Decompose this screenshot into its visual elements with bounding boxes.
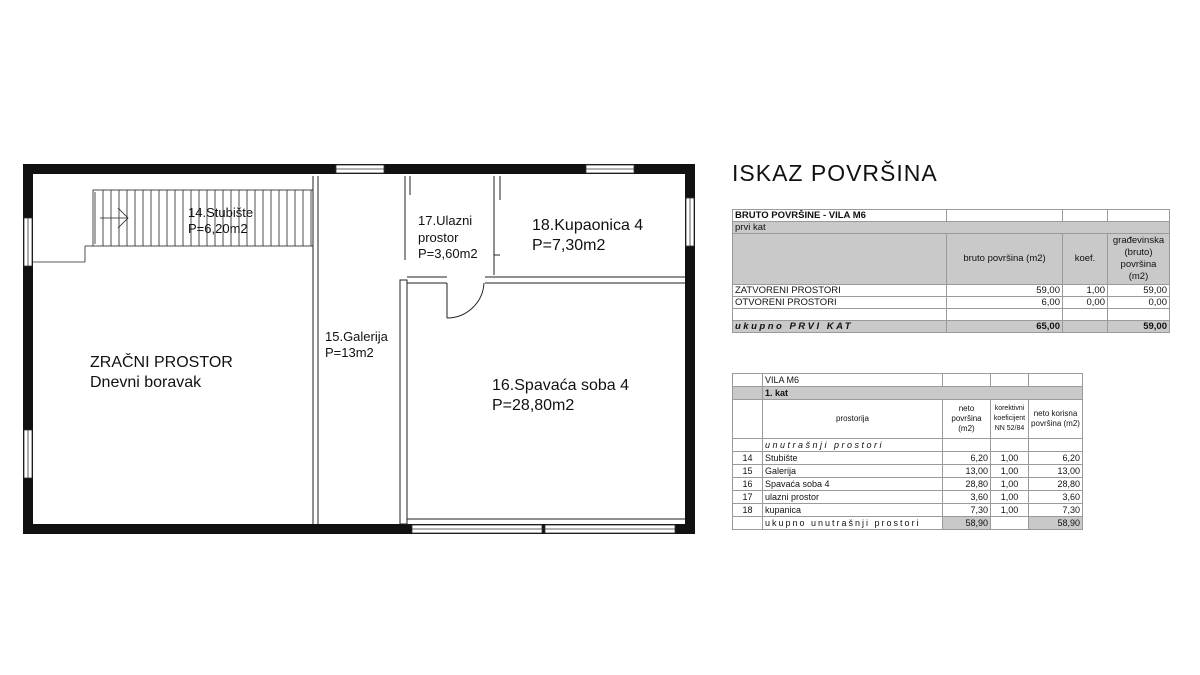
room-ulaz-name-line2: prostor	[418, 230, 459, 245]
row-label: ZATVORENI PROSTORI	[733, 285, 947, 297]
total-gross: 65,00	[947, 321, 1063, 333]
void-title: ZRAČNI PROSTOR	[90, 354, 233, 371]
table-header-row	[733, 400, 1083, 439]
net-table-group: unutrašnji prostori	[763, 439, 943, 452]
row-name: Spavaća soba 4	[763, 478, 943, 491]
empty-cell	[1063, 309, 1108, 321]
empty-cell	[991, 439, 1029, 452]
table-row	[733, 465, 1083, 478]
room-kupaonica-area: P=7,30m2	[532, 237, 606, 254]
table-row	[733, 374, 1083, 387]
empty-cell	[1029, 439, 1083, 452]
void-subtitle: Dnevni boravak	[90, 374, 202, 391]
row-no: 15	[733, 465, 763, 478]
room-labels	[90, 205, 643, 414]
row-net: 13,00	[943, 465, 991, 478]
row-coef: 1,00	[1063, 285, 1108, 297]
room-stubiste-area: P=6,20m2	[188, 221, 248, 236]
row-coef: 1,00	[991, 478, 1029, 491]
gross-table-floor: prvi kat	[733, 222, 1170, 234]
row-coef: 1,00	[991, 491, 1029, 504]
row-coef: 1,00	[991, 452, 1029, 465]
table-row	[733, 387, 1083, 400]
row-coef: 0,00	[1063, 297, 1108, 309]
row-gross: 59,00	[947, 285, 1063, 297]
empty-cell	[1063, 321, 1108, 333]
empty-cell	[733, 387, 763, 400]
table-row	[733, 491, 1083, 504]
net-table-floor: 1. kat	[763, 387, 1083, 400]
room-galerija-area: P=13m2	[325, 345, 374, 360]
empty-cell	[1029, 374, 1083, 387]
room-spavaca-area: P=28,80m2	[492, 397, 575, 414]
row-no: 17	[733, 491, 763, 504]
table-total-row	[733, 321, 1170, 333]
col-room: prostorija	[763, 400, 943, 439]
table-row	[733, 452, 1083, 465]
gross-area-table	[732, 209, 1170, 333]
row-building: 0,00	[1108, 297, 1170, 309]
empty-cell	[947, 309, 1063, 321]
empty-cell	[733, 517, 763, 530]
row-label: OTVORENI PROSTORI	[733, 297, 947, 309]
room-stubiste-name: 14.Stubište	[188, 205, 254, 220]
empty-cell	[943, 439, 991, 452]
empty-cell	[733, 309, 947, 321]
row-useful: 7,30	[1029, 504, 1083, 517]
room-ulaz-name-line1: 17.Ulazni	[418, 213, 473, 228]
empty-cell	[947, 210, 1063, 222]
row-useful: 3,60	[1029, 491, 1083, 504]
table-header-row	[733, 234, 1170, 285]
room-spavaca-name: 16.Spavaća soba 4	[492, 377, 629, 394]
table-row	[733, 222, 1170, 234]
table-row	[733, 285, 1170, 297]
row-no: 14	[733, 452, 763, 465]
table-row	[733, 210, 1170, 222]
row-coef: 1,00	[991, 465, 1029, 478]
table-total-row	[733, 517, 1083, 530]
row-name: Galerija	[763, 465, 943, 478]
total-label: ukupno PRVI KAT	[733, 321, 947, 333]
row-useful: 13,00	[1029, 465, 1083, 478]
empty-cell	[733, 400, 763, 439]
empty-cell	[991, 374, 1029, 387]
row-name: kupanica	[763, 504, 943, 517]
total-building: 59,00	[1108, 321, 1170, 333]
table-row	[733, 439, 1083, 452]
empty-cell	[991, 517, 1029, 530]
room-galerija-name: 15.Galerija	[325, 329, 388, 344]
col-coef: korektivni koeficijent NN 52/84	[991, 400, 1029, 439]
empty-cell	[733, 439, 763, 452]
room-ulaz-area: P=3,60m2	[418, 246, 478, 261]
net-total-useful: 58,90	[1029, 517, 1083, 530]
net-table-villa: VILA M6	[763, 374, 943, 387]
room-kupaonica-name: 18.Kupaonica 4	[532, 217, 644, 234]
row-coef: 1,00	[991, 504, 1029, 517]
col-building: građevinska (bruto) površina (m2)	[1108, 234, 1170, 285]
empty-cell	[1108, 210, 1170, 222]
staircase	[33, 190, 313, 262]
row-no: 18	[733, 504, 763, 517]
empty-cell	[733, 234, 947, 285]
empty-cell	[1063, 210, 1108, 222]
empty-cell	[733, 374, 763, 387]
row-no: 16	[733, 478, 763, 491]
col-coef: koef.	[1063, 234, 1108, 285]
net-area-table	[732, 373, 1083, 530]
empty-cell	[1108, 309, 1170, 321]
table-row	[733, 309, 1170, 321]
table-row	[733, 504, 1083, 517]
net-total-label: ukupno unutrašnji prostori	[763, 517, 943, 530]
row-useful: 28,80	[1029, 478, 1083, 491]
row-useful: 6,20	[1029, 452, 1083, 465]
summary-title: ISKAZ POVRŠINA	[732, 160, 938, 186]
net-total-net: 58,90	[943, 517, 991, 530]
row-name: ulazni prostor	[763, 491, 943, 504]
row-net: 6,20	[943, 452, 991, 465]
row-building: 59,00	[1108, 285, 1170, 297]
table-row	[733, 297, 1170, 309]
empty-cell	[943, 374, 991, 387]
gross-table-heading: BRUTO POVRŠINE - VILA M6	[733, 210, 947, 222]
row-net: 28,80	[943, 478, 991, 491]
row-net: 3,60	[943, 491, 991, 504]
col-useful: neto korisna površina (m2)	[1029, 400, 1083, 439]
table-row	[733, 478, 1083, 491]
col-net: neto površina (m2)	[943, 400, 991, 439]
row-gross: 6,00	[947, 297, 1063, 309]
row-net: 7,30	[943, 504, 991, 517]
col-gross: bruto površina (m2)	[947, 234, 1063, 285]
row-name: Stubište	[763, 452, 943, 465]
